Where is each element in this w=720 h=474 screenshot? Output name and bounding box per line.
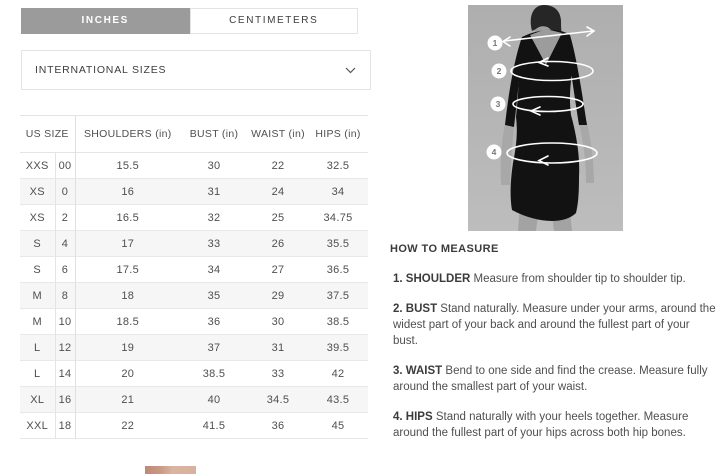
measure-item: 2. BUST Stand naturally. Measure under your arms, around the widest part of your back and around the fullest part of your bust. [393,303,716,347]
table-cell: 41.5 [202,419,226,432]
measure-items [390,271,716,441]
table-row [20,205,368,231]
table-cell: XXL [20,413,55,439]
size-table [20,115,368,439]
marker-2-label: 2 [496,66,502,76]
table-cell: 16 [121,185,135,198]
table-cell: 6 [55,257,75,283]
table-cell: 0 [55,179,75,205]
table-cell: 35.5 [326,237,350,250]
column-header-us-size: US SIZE [20,116,75,153]
table-cell: 2 [55,205,75,231]
table-row [20,309,368,335]
table-row [20,231,368,257]
measure-item: 3. WAIST Bend to one side and find the crease. Measure fully around the smallest part of your waist. [393,365,708,393]
table-row [20,413,368,439]
table-cell: L [20,335,55,361]
table-cell: 37.5 [326,289,350,302]
tab-inches[interactable]: INCHES [21,8,190,34]
table-row [20,283,368,309]
table-cell: 18 [55,413,75,439]
table-cell: 36 [207,315,221,328]
table-cell: 15.5 [116,159,140,172]
table-cell: 34 [331,185,345,198]
table-cell: L [20,361,55,387]
table-cell: 27 [271,263,285,276]
table-cell: 25 [271,211,285,224]
table-row [20,335,368,361]
table-cell: 33 [207,237,221,250]
marker-4-label: 4 [491,147,497,157]
tab-centimeters[interactable]: CENTIMETERS [190,8,359,34]
table-cell: 33 [271,367,285,380]
table-cell: XL [20,387,55,413]
table-row [20,153,368,179]
table-cell: 35 [207,289,221,302]
table-cell: 30 [271,315,285,328]
table-cell: 18.5 [116,315,140,328]
table-cell: 36.5 [326,263,350,276]
partial-image-below [145,466,196,474]
table-cell: 38.5 [202,367,226,380]
marker-1-label: 1 [492,38,498,48]
table-cell: 39.5 [326,341,350,354]
table-cell: XS [20,179,55,205]
table-cell: 16 [55,387,75,413]
table-row [20,387,368,413]
size-table-body [20,153,368,439]
table-cell: S [20,231,55,257]
measure-item: 1. SHOULDER Measure from shoulder tip to shoulder tip. [393,273,686,285]
table-cell: 36 [271,419,285,432]
table-cell: 31 [207,185,221,198]
international-sizes-dropdown[interactable] [21,50,371,90]
table-cell: S [20,257,55,283]
table-cell: 34.5 [266,393,290,406]
table-cell: 38.5 [326,315,350,328]
measurement-diagram-image [468,5,623,231]
table-cell: 21 [121,393,135,406]
table-cell: 31 [271,341,285,354]
table-cell: XS [20,205,55,231]
table-cell: 32 [207,211,221,224]
table-cell: 16.5 [116,211,140,224]
table-cell: M [20,309,55,335]
table-cell: 10 [55,309,75,335]
measure-item: 4. HIPS Stand naturally with your heels together. Measure around the fullest part of your hips across both hip bones. [393,411,689,439]
table-cell: 43.5 [326,393,350,406]
column-header-bust: BUST (in) [189,128,239,140]
table-cell: 17 [121,237,135,250]
table-cell: 18 [121,289,135,302]
table-cell: 30 [207,159,221,172]
table-cell: 34 [207,263,221,276]
dropdown-label: INTERNATIONAL SIZES [35,64,167,76]
table-cell: 34.75 [323,211,353,224]
table-cell: 00 [55,153,75,179]
table-cell: 22 [271,159,285,172]
table-row [20,361,368,387]
table-row [20,179,368,205]
chevron-down-icon [345,67,356,74]
table-cell: 42 [331,367,345,380]
how-to-measure-section [390,243,716,455]
table-cell: 17.5 [116,263,140,276]
table-cell: 24 [271,185,285,198]
table-cell: 26 [271,237,285,250]
marker-3-label: 3 [495,99,501,109]
table-cell: 40 [207,393,221,406]
table-cell: 12 [55,335,75,361]
table-cell: 19 [121,341,135,354]
table-cell: 20 [121,367,135,380]
table-row [20,257,368,283]
table-cell: 37 [207,341,221,354]
unit-tabs [21,8,358,34]
table-cell: 4 [55,231,75,257]
table-cell: 8 [55,283,75,309]
column-header-shoulders: SHOULDERS (in) [83,128,172,140]
table-cell: XXS [20,153,55,179]
table-cell: M [20,283,55,309]
column-header-waist: WAIST (in) [251,128,305,140]
table-cell: 32.5 [326,159,350,172]
column-header-hips: HIPS (in) [315,128,361,140]
table-header-row [20,116,368,153]
table-cell: 22 [121,419,135,432]
how-to-measure-title: HOW TO MEASURE [390,243,499,255]
table-cell: 14 [55,361,75,387]
table-cell: 29 [271,289,285,302]
table-cell: 45 [331,419,345,432]
